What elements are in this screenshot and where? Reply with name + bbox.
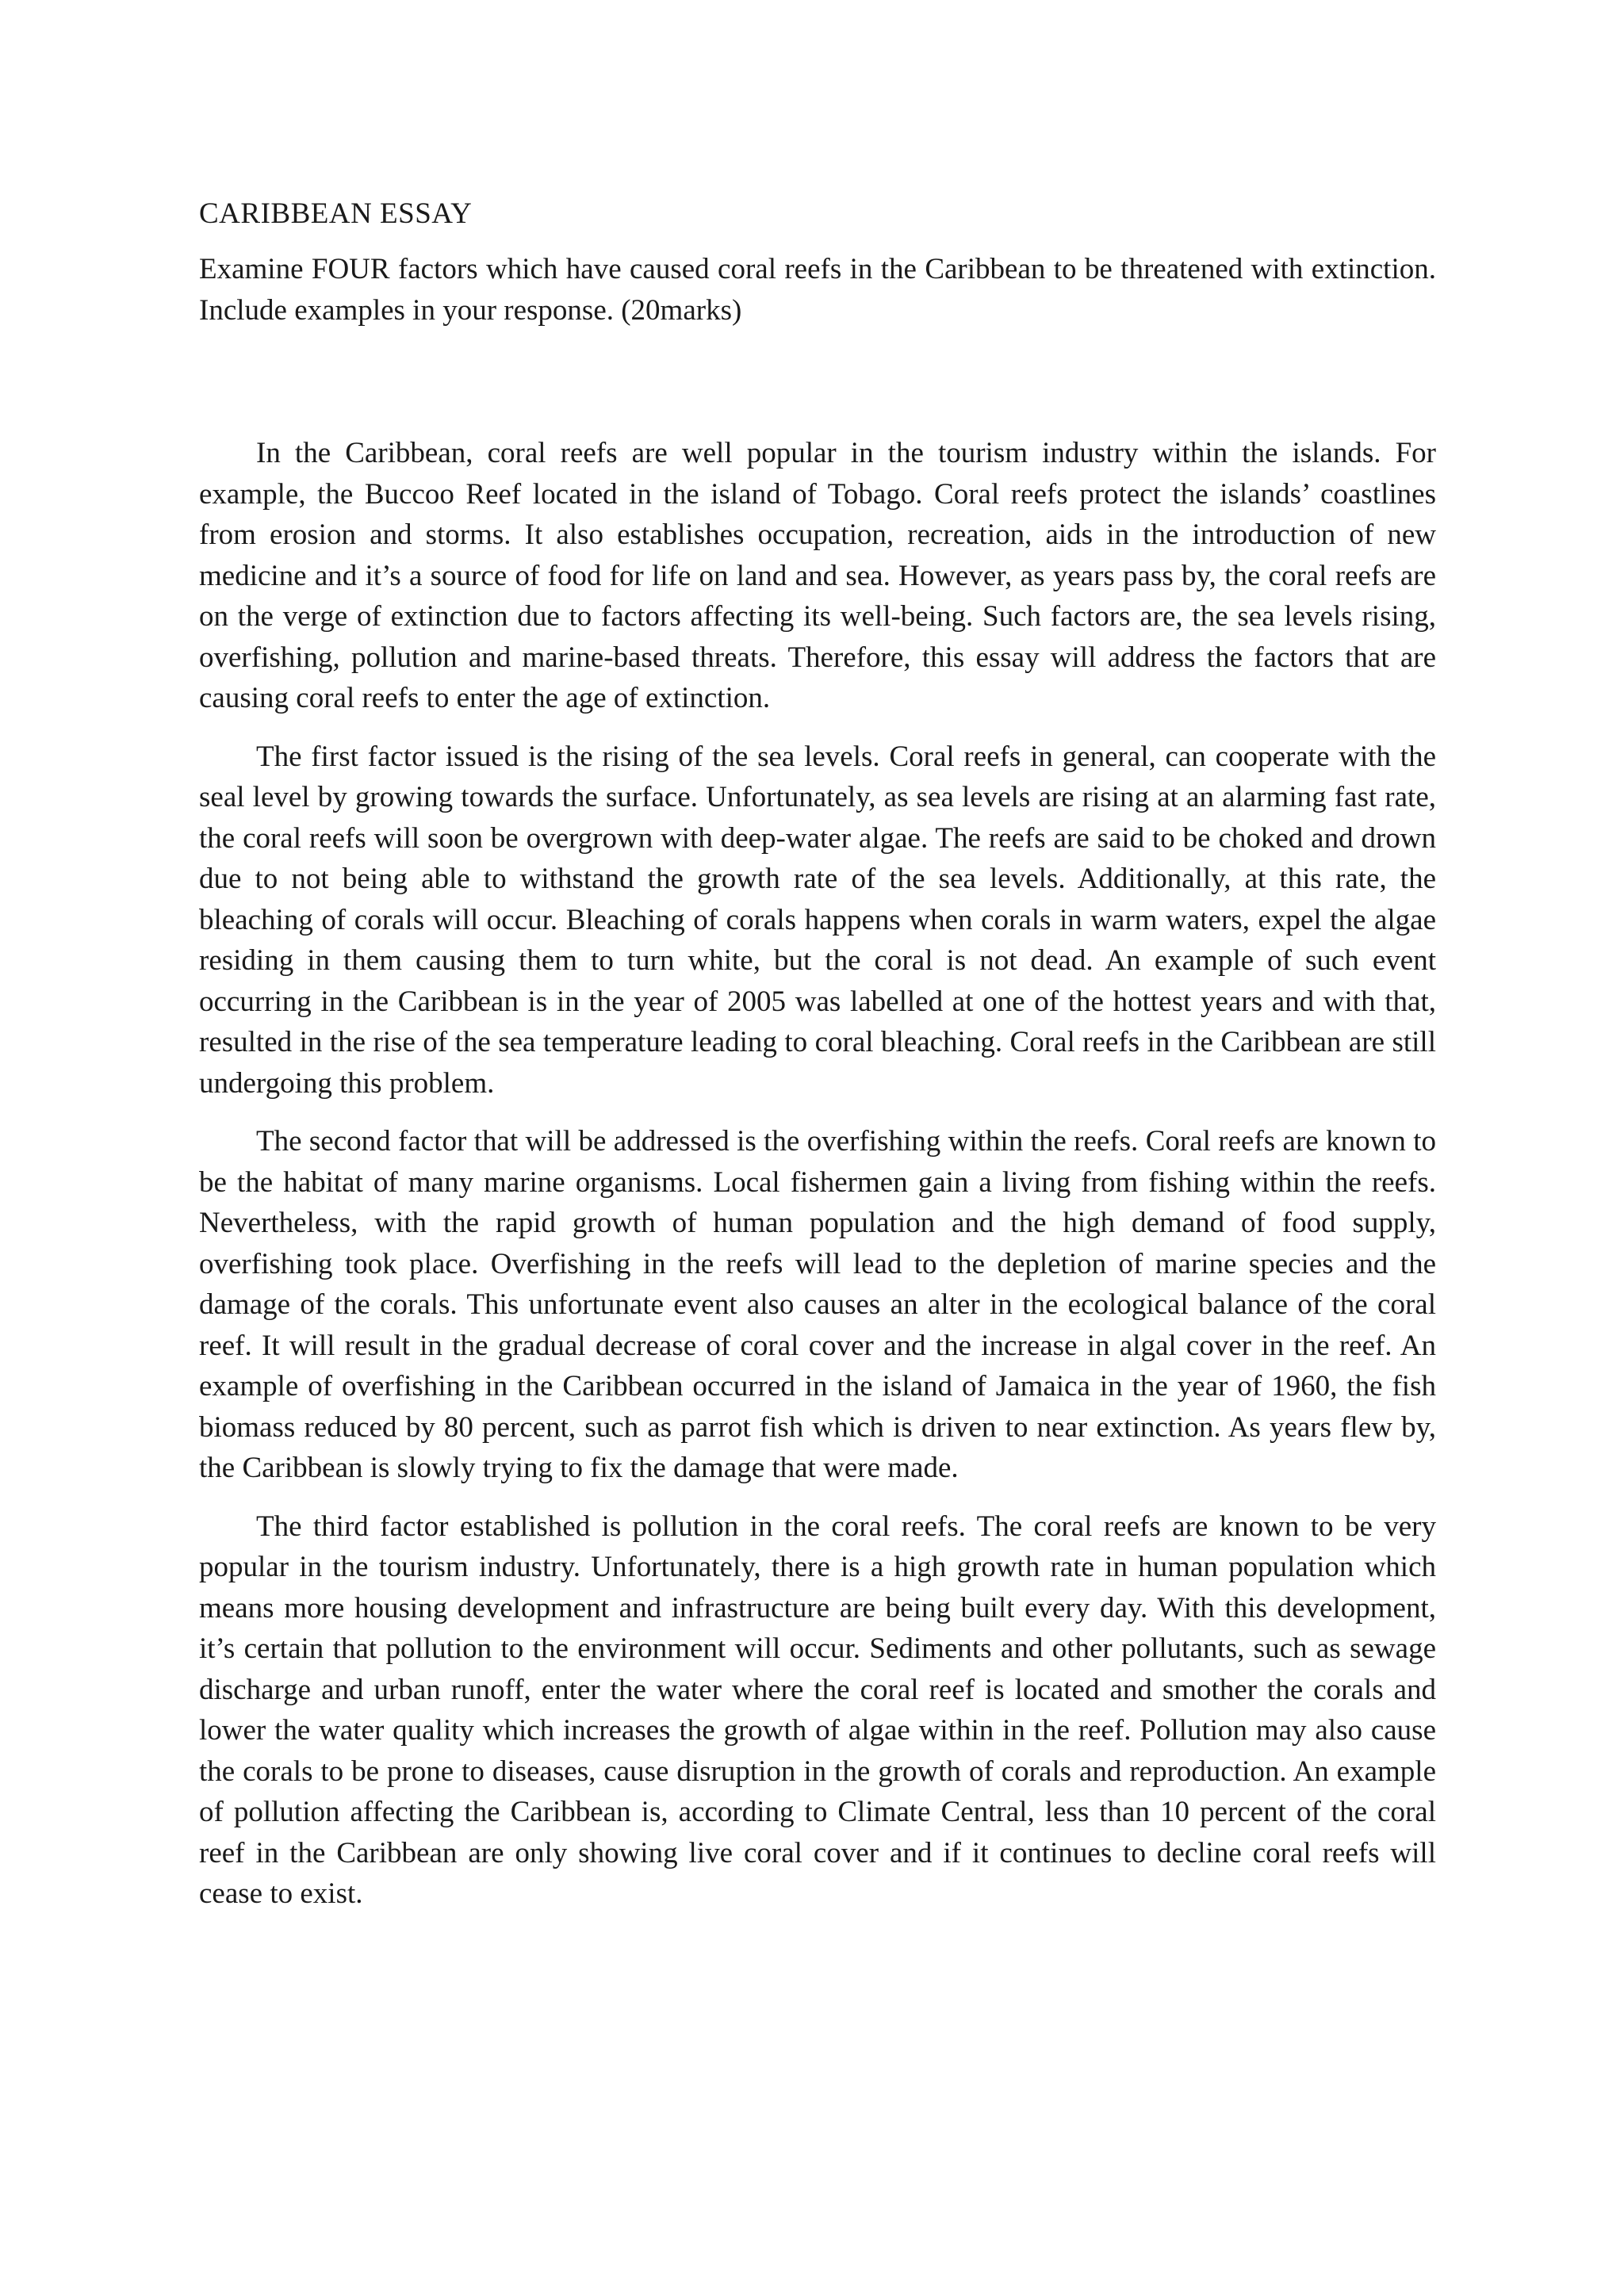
- essay-question: Examine FOUR factors which have caused coral reefs in the Caribbean to be threatened with extinction. Include examples in your response. (20marks): [199, 253, 1436, 327]
- paragraph-pollution: The third factor established is pollution in the coral reefs. The coral reefs are known to be very popular in the tourism industry. Unfortunately, there is a high growth rate in human population which means more housing development and infrastructure are being built every day. With this development, it’s certain that pollution to the environment will occur. Sediments and other pollutants, such as sewage discharge and urban runoff, enter the water where the coral reef is located and smother the corals and lower the water quality which increases the growth of algae within in the reef. Pollution may also cause the corals to be prone to diseases, cause disruption in the growth of corals and reproduction. An example of pollution affecting the Caribbean is, according to Climate Central, less than 10 percent of the coral reef in the Caribbean are only showing live coral cover and if it continues to decline coral reefs will cease to exist.: [199, 1510, 1436, 1910]
- paragraph-introduction: In the Caribbean, coral reefs are well popular in the tourism industry within the islands. For example, the Buccoo Reef located in the island of Tobago. Coral reefs protect the islands’ coastlines from erosion and storms. It also establishes occupation, recreation, aids in the introduction of new medicine and it’s a source of food for life on land and sea. However, as years pass by, the coral reefs are on the verge of extinction due to factors affecting its well-being. Such factors are, the sea levels rising, overfishing, pollution and marine-based threats. Therefore, this essay will address the factors that are causing coral reefs to enter the age of extinction.: [199, 437, 1436, 714]
- spacer: [199, 331, 1436, 433]
- paragraph-overfishing: The second factor that will be addressed is the overfishing within the reefs. Coral reefs are known to be the habitat of many marine organisms. Local fishermen gain a living from fishing within the reefs. Nevertheless, with the rapid growth of human population and the high demand of food supply, overfishing took place. Overfishing in the reefs will lead to the depletion of marine species and the damage of the corals. This unfortunate event also causes an alter in the ecological balance of the coral reef. It will result in the gradual decrease of coral cover and the increase in algal cover in the reef. An example of overfishing in the Caribbean occurred in the island of Jamaica in the year of 1960, the fish biomass reduced by 80 percent, such as parrot fish which is driven to near extinction. As years flew by, the Caribbean is slowly trying to fix the damage that were made.: [199, 1125, 1436, 1484]
- essay-title: CARIBBEAN ESSAY: [199, 197, 473, 230]
- paragraph-sea-levels: The first factor issued is the rising of the sea levels. Coral reefs in general, can cooperate with the seal level by growing towards the surface. Unfortunately, as sea levels are rising at an alarming fast rate, the coral reefs will soon be overgrown with deep-water algae. The reefs are said to be choked and drown due to not being able to withstand the growth rate of the sea levels. Additionally, at this rate, the bleaching of corals will occur. Bleaching of corals happens when corals in warm waters, expel the algae residing in them causing them to turn white, but the coral is not dead. An example of such event occurring in the Caribbean is in the year of 2005 was labelled at one of the hottest years and with that, resulted in the rise of the sea temperature leading to coral bleaching. Coral reefs in the Caribbean are still undergoing this problem.: [199, 740, 1436, 1100]
- essay-content: [199, 193, 1436, 1932]
